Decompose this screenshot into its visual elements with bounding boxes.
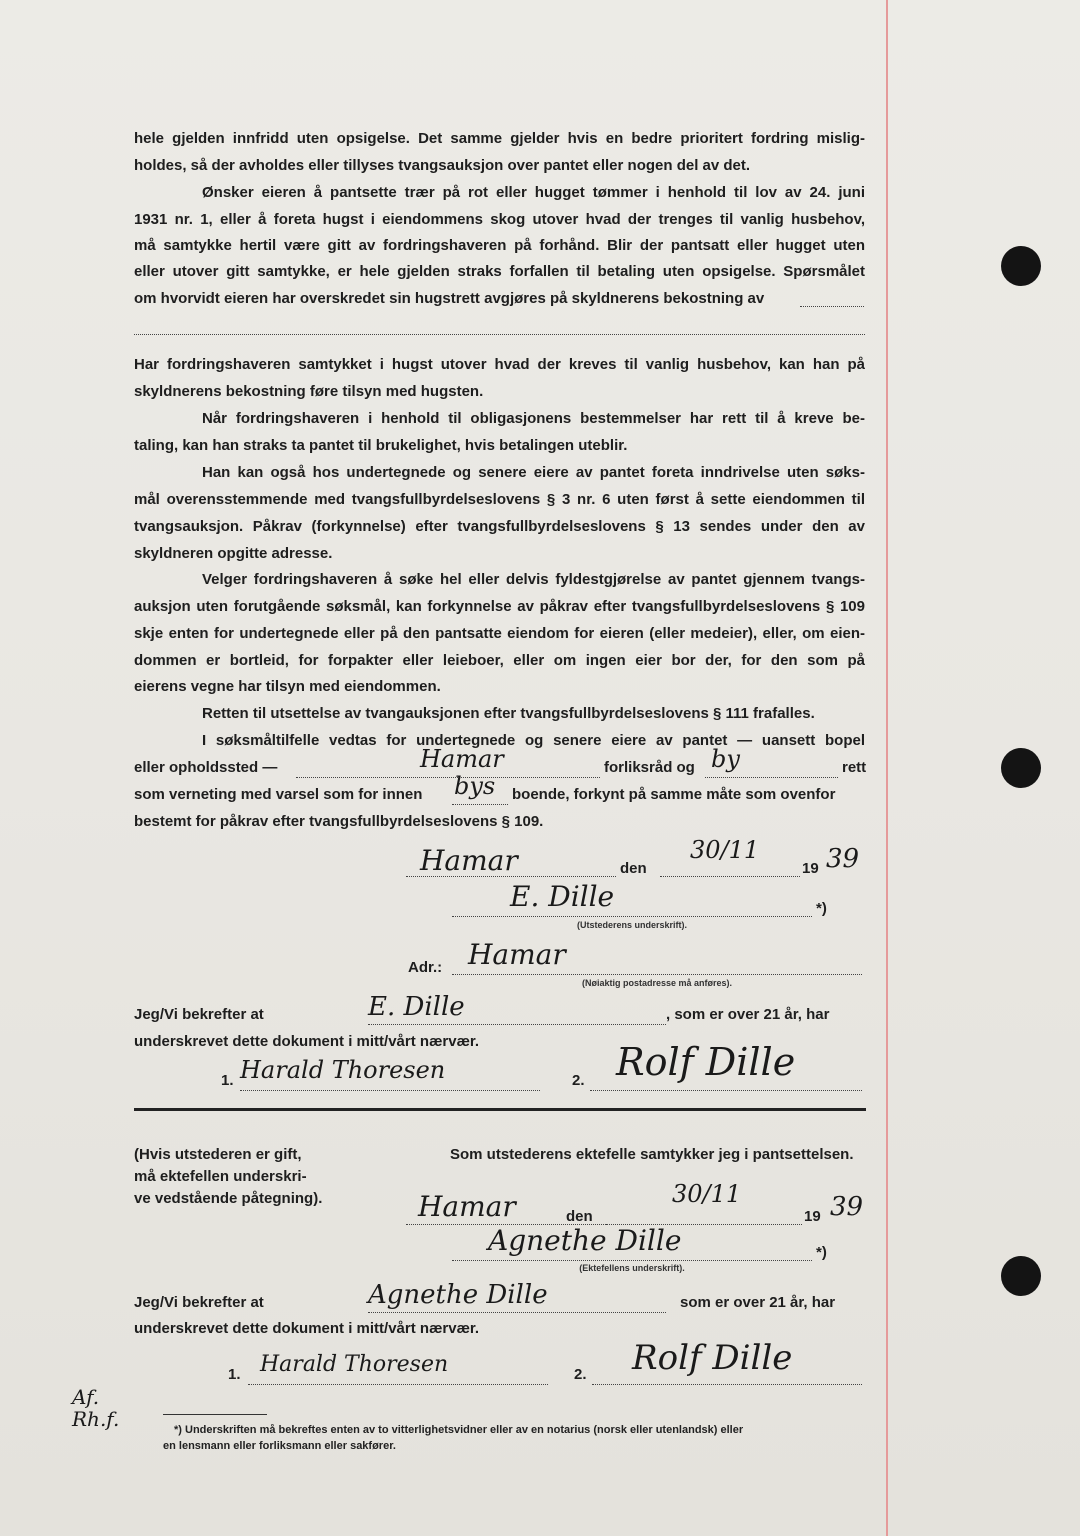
text-line: tvangsauksjon. Påkrav (forkynnelse) efter tvangsfullbyrdelseslovens § 13 sendes under den av [134, 518, 865, 535]
footnote-marker: *) [816, 900, 827, 917]
confirm-text: Jeg/Vi bekrefter at [134, 1006, 264, 1023]
text-line: I søksmåltilfelle vedtas for undertegnede og senere eiere av pantet — uansett bopel [202, 732, 865, 749]
address-field[interactable] [452, 938, 862, 975]
text-line: taling, kan han straks ta pantet til brukelighet, hvis betalingen uteblir. [134, 437, 628, 454]
text-line: holdes, så der avholdes eller tillyses tvangsauksjon over pantet eller nogen del av det. [134, 157, 751, 174]
witness-number: 1. [228, 1366, 241, 1383]
text-line: eller utover gitt samtykke, er hele gjelden straks forfallen til betaling uten opsigelse. Spørsmålet [134, 263, 865, 280]
witness-number: 1. [221, 1072, 234, 1089]
footnote-line: *) Underskriften må bekreftes enten av to vitterlighetsvidner eller av en notarius (norsk eller utenlandsk) eller [174, 1424, 744, 1436]
text-line: Når fordringshaveren i henhold til obligasjonens bestemmelser har rett til å kreve be- [202, 410, 865, 427]
spouse-note: ve vedstående påtegning). [134, 1190, 323, 1207]
witness2-field[interactable] [590, 1040, 862, 1091]
spouse-date-field[interactable] [606, 1180, 802, 1225]
sign-date-field[interactable] [660, 836, 800, 877]
issuer-signature-field[interactable] [452, 880, 812, 917]
year-suffix-handwriting: 39 [826, 844, 860, 874]
spouse-confirm-handwriting: Agnethe Dille [368, 1280, 548, 1310]
spouse-consent-text: Som utstederens ektefelle samtykker jeg i pantsettelsen. [450, 1146, 854, 1163]
text-line: Retten til utsettelse av tvangauksjonen efter tvangsfullbyrdelseslovens § 111 frafalles. [202, 705, 815, 722]
text-line: mål overensstemmende med tvangsfullbyrdelseslovens § 3 nr. 6 uten først å sette eiendommen til [134, 491, 865, 508]
witness1-handwriting: Harald Thoresen [240, 1056, 446, 1084]
confirm-name-handwriting: E. Dille [368, 992, 465, 1022]
confirm-text: , som er over 21 år, har [666, 1006, 830, 1023]
margin-note-handwriting: Af. Rh.f. [72, 1385, 120, 1431]
text-line: eierens vegne har tilsyn med eiendommen. [134, 678, 441, 695]
spouse-confirm-field[interactable] [368, 1280, 666, 1313]
text-line: 1931 nr. 1, eller å foreta hugst i eiendommens skog utover hvad der trenges til vanlig husbehov, [134, 211, 865, 228]
punch-hole-icon [1001, 748, 1041, 788]
spouse-year-suffix-handwriting: 39 [830, 1192, 864, 1222]
red-margin-line [886, 0, 888, 1536]
blank-field[interactable] [134, 308, 865, 335]
confirm-text: underskrevet dette dokument i mitt/vårt nærvær. [134, 1033, 480, 1050]
text-line: rett [842, 759, 867, 776]
venue-boende-field[interactable] [452, 772, 508, 805]
issuer-signature-handwriting: E. Dille [510, 880, 615, 913]
address-caption: (Nøiaktig postadresse må anføres). [581, 978, 733, 988]
punch-hole-icon [1001, 1256, 1041, 1296]
spouse-signature-handwriting: Agnethe Dille [488, 1224, 682, 1257]
punch-hole-icon [1001, 246, 1041, 286]
spouse-caption: (Ektefellens underskrift). [579, 1263, 685, 1273]
footnote-divider [163, 1414, 267, 1415]
blank-field[interactable] [800, 286, 864, 307]
text-line: skyldneren opgitte adresse. [134, 545, 333, 562]
venue-place-field[interactable] [296, 745, 600, 778]
spouse-note: (Hvis utstederen er gift, [134, 1146, 302, 1163]
spouse-signature-field[interactable] [452, 1224, 812, 1261]
text-line: forliksråd og [604, 759, 695, 776]
venue-boende-handwriting: bys [454, 772, 496, 800]
venue-place-handwriting: Hamar [420, 745, 504, 773]
text-line: Velger fordringshaveren å søke hel eller delvis fyldestgjørelse av pantet gjennem tvangs- [202, 571, 865, 588]
year-prefix: 19 [802, 860, 819, 877]
footnote-line: en lensmann eller forliksmann eller sakfører. [163, 1440, 396, 1452]
text-line: eller opholdssted — [134, 759, 278, 776]
sign-place-handwriting: Hamar [420, 844, 518, 877]
text-line: Han kan også hos undertegnede og senere eiere av pantet foreta inndrivelse uten søks- [202, 464, 865, 481]
witness2b-handwriting: Rolf Dille [632, 1338, 793, 1378]
text-line: skyldnerens bekostning føre tilsyn med hugsten. [134, 383, 484, 400]
venue-court-handwriting: by [711, 745, 740, 773]
section-divider [134, 1108, 866, 1111]
confirm-text: som er over 21 år, har [680, 1294, 836, 1311]
den-label: den [620, 860, 647, 877]
sign-date-handwriting: 30/11 [690, 836, 760, 864]
text-line: bestemt for påkrav efter tvangsfullbyrdelseslovens § 109. [134, 813, 544, 830]
venue-court-field[interactable] [705, 745, 838, 778]
text-line: om hvorvidt eieren har overskredet sin hugstrett avgjøres på skyldnerens bekostning av [134, 290, 765, 307]
text-line: hele gjelden innfridd uten opsigelse. Det samme gjelder hvis en bedre prioritert fordring mislig- [134, 130, 865, 147]
text-line: boende, forkynt på samme måte som ovenfor [512, 786, 836, 803]
spouse-place-handwriting: Hamar [418, 1190, 516, 1223]
address-label: Adr.: [408, 959, 443, 976]
witness2b-field[interactable] [592, 1338, 862, 1385]
witness1b-handwriting: Harald Thoresen [260, 1352, 449, 1377]
text-line: skje enten for undertegnede eller på den pantsatte eiendom for eieren (eller medeier), eller, om eien- [134, 625, 865, 642]
text-line: Ønsker eieren å pantsette trær på rot eller hugget tømmer i henhold til lov av 24. juni [202, 184, 865, 201]
confirm-name-field[interactable] [368, 992, 666, 1025]
confirm-text: underskrevet dette dokument i mitt/vårt nærvær. [134, 1320, 480, 1337]
year-prefix: 19 [804, 1208, 821, 1225]
witness1b-field[interactable] [248, 1352, 548, 1385]
sign-place-field[interactable] [406, 844, 616, 877]
witness2-handwriting: Rolf Dille [616, 1040, 796, 1084]
witness-number: 2. [574, 1366, 587, 1383]
issuer-caption: (Utstederens underskrift). [576, 920, 688, 930]
text-line: som verneting med varsel som for innen [134, 786, 423, 803]
text-line: auksjon uten forutgående søksmål, kan forkynnelse av påkrav efter tvangsfullbyrdelseslovens § 109 [134, 598, 865, 615]
text-line: dommen er bortleid, for forpakter eller leieboer, eller om ingen eier bor der, for den som på [134, 652, 865, 669]
witness-number: 2. [572, 1072, 585, 1089]
text-line: må samtykke hertil være gitt av fordringshaveren på forhånd. Blir der pantsatt eller hugget uten [134, 237, 865, 254]
address-handwriting: Hamar [468, 938, 566, 971]
den-label: den [566, 1208, 593, 1225]
spouse-date-handwriting: 30/11 [672, 1180, 742, 1208]
witness1-field[interactable] [240, 1056, 540, 1091]
footnote-marker: *) [816, 1244, 827, 1261]
confirm-text: Jeg/Vi bekrefter at [134, 1294, 264, 1311]
text-line: Har fordringshaveren samtykket i hugst utover hvad der kreves til vanlig husbehov, kan han på [134, 356, 865, 373]
spouse-note: må ektefellen underskri- [134, 1168, 307, 1185]
